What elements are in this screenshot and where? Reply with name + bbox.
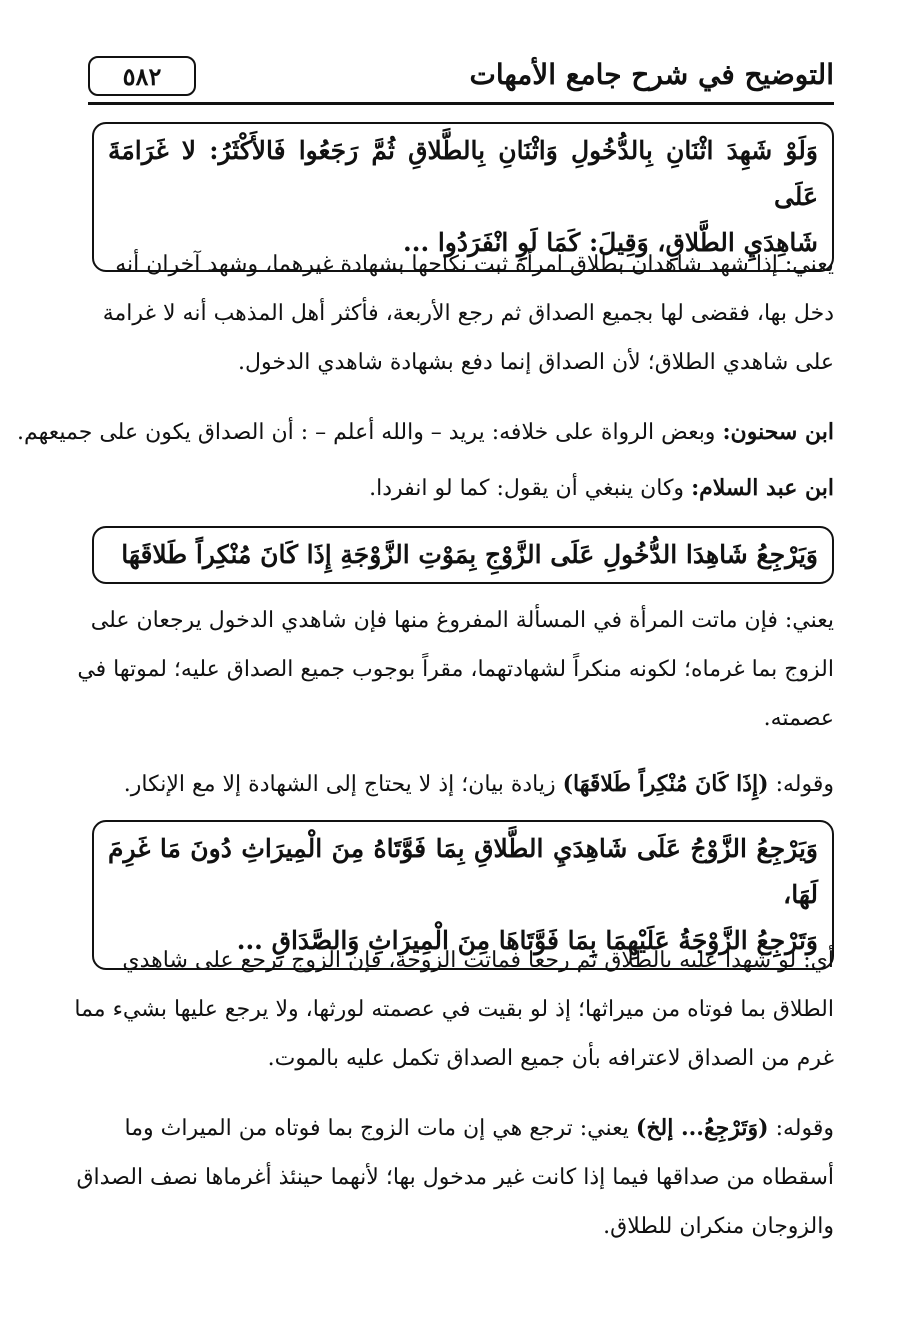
text-line (96, 1104, 834, 1153)
quote-suffix: يعني: ترجع هي إن مات الزوج بما فوتاه من الميراث وما (124, 1116, 636, 1141)
matn-line: شَاهِدَيِ الطَّلاقِ، وَقِيلَ: كَمَا لَوِ انْفَرَدُوا ... (403, 228, 818, 257)
text-line: غرم من الصداق لاعترافه بأن جميع الصداق تكمل عليه بالموت. (267, 1046, 834, 1071)
matn-line: وَلَوْ شَهِدَ اثْنَانِ بِالدُّخُولِ وَاثْنَانِ بِالطَّلاقِ ثُمَّ رَجَعُوا فَالأَكْثَرُ: لا غَرَامَةَ عَلَى (108, 136, 818, 211)
scholar-name: ابن سحنون: (722, 419, 834, 445)
quote-suffix: زيادة بيان؛ إذ لا يحتاج إلى الشهادة إلا مع الإنكار. (123, 772, 563, 797)
text-line: يعني: فإن ماتت المرأة في المسألة المفروغ منها فإن شاهدي الدخول يرجعان على (90, 608, 834, 633)
commentary-paragraph-6 (74, 936, 834, 1083)
text-line: عصمته. (763, 706, 834, 731)
text-line (96, 464, 834, 513)
text-line: الزوج بما غرماه؛ لكونه منكراً لشهادتهما، مقراً بوجوب جميع الصداق عليه؛ لموتها في (77, 657, 834, 682)
matn-line: وَتَرْجِعُ الزَّوْجَةُ عَلَيْهِمَا بِمَا فَوَّتَاهَا مِنَ الْمِيرَاثِ وَالصَّدَاقِ ... (236, 926, 818, 955)
text-line: دخل بها، فقضى لها بجميع الصداق ثم رجع الأربعة، فأكثر أهل المذهب أنه لا غرامة (102, 301, 834, 326)
quote-prefix: وقوله: (768, 772, 834, 797)
text-line: والزوجان منكران للطلاق. (603, 1214, 834, 1239)
text-line (17, 408, 834, 457)
text-line (96, 760, 834, 809)
scholar-name: ابن عبد السلام: (691, 475, 834, 501)
quote-text: وبعض الرواة على خلافه: يريد – والله أعلم – : أن الصداق يكون على جميعهم. (17, 420, 723, 445)
book-title: التوضيح في شرح جامع الأمهات (469, 58, 834, 91)
matn-quote: (وَتَرْجِعُ... إلخ) (635, 1115, 769, 1141)
matn-line: وَيَرْجِعُ شَاهِدَا الدُّخُولِ عَلَى الزَّوْجِ بِمَوْتِ الزَّوْجَةِ إِذَا كَانَ مُنْكِراً طَلاقَهَا (121, 540, 818, 569)
text-line: الطلاق بما فوتاه من ميراثها؛ إذ لو بقيت في عصمته لورثها، ولا يرجع عليها بشيء مما (74, 997, 834, 1022)
commentary-paragraph-7 (76, 1104, 834, 1251)
text-line: على شاهدي الطلاق؛ لأن الصداق إنما دفع بشهادة شاهدي الدخول. (238, 350, 834, 375)
commentary-paragraph-5 (96, 760, 834, 809)
text-line: أسقطاه من صداقها فيما إذا كانت غير مدخول بها؛ لأنهما حينئذ أغرماها نصف الصداق (76, 1165, 834, 1190)
quote-text: وكان ينبغي أن يقول: كما لو انفردا. (369, 476, 692, 501)
commentary-paragraph-2 (17, 408, 834, 457)
quote-prefix: وقوله: (768, 1116, 834, 1141)
text-line: يعني: إذا شهد شاهدان بطلاق امرأة ثبت نكاحها بشهادة غيرهما، وشهد آخران أنه (115, 252, 834, 277)
header-rule (88, 102, 834, 105)
matn-box-2 (92, 526, 834, 584)
commentary-paragraph-4 (77, 596, 834, 743)
commentary-paragraph-3 (96, 464, 834, 513)
matn-quote: (إِذَا كَانَ مُنْكِراً طَلاقَهَا) (562, 771, 769, 797)
text-line: أي: لو شهدا عليه بالطلاق ثم رجعا فماتت الزوجة، فإن الزوج يرجع على شاهدي (122, 948, 834, 973)
commentary-paragraph-1 (96, 240, 834, 387)
page-number: ٥٨٢ (88, 56, 196, 96)
page-header (88, 56, 834, 108)
matn-line: وَيَرْجِعُ الزَّوْجُ عَلَى شَاهِدَيِ الطَّلاقِ بِمَا فَوَّتَاهُ مِنَ الْمِيرَاثِ دُونَ مَا غَرِمَ لَهَا، (108, 834, 818, 909)
